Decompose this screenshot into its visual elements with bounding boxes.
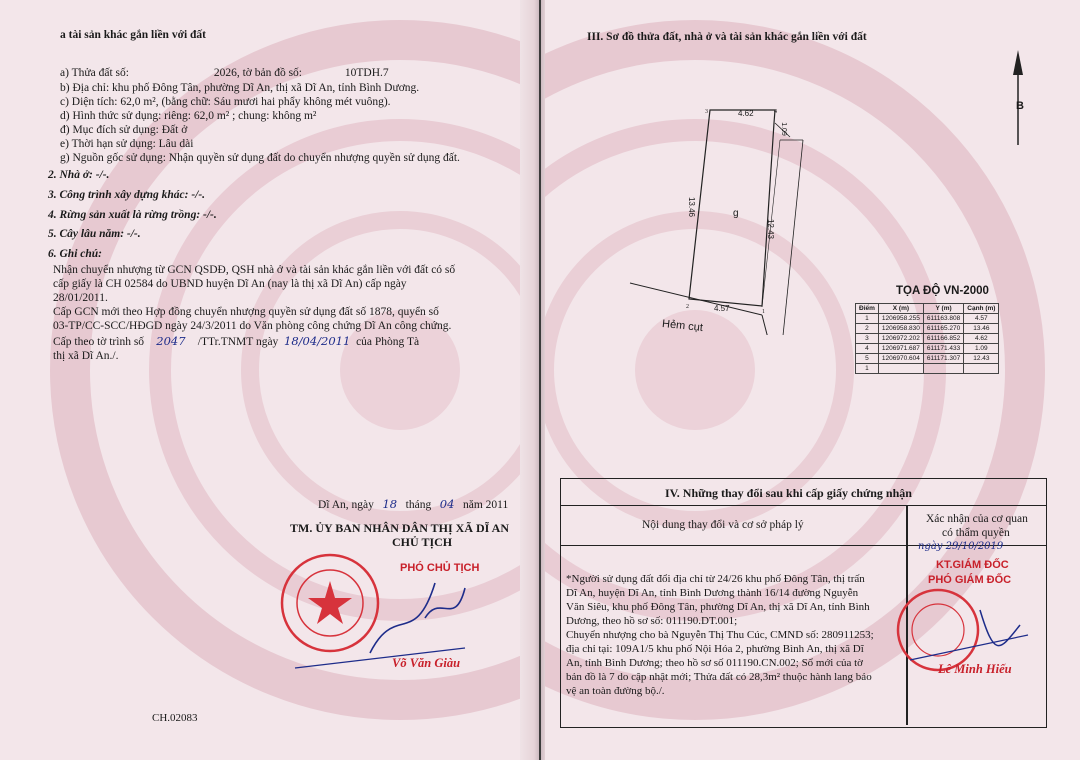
change-line-8: bản đồ là 7 do cập nhật mới; Thửa đất có 28,3m² thuộc hành lang bảo — [566, 671, 872, 683]
change-line-3: Văn Siêu, khu phố Đông Tân, phường Dĩ An, thị xã Dĩ An, tỉnh Bình — [566, 601, 870, 613]
fold-line — [539, 0, 541, 760]
change-line-4: Dương, theo hồ sơ số: 011190.DT.001; — [566, 615, 738, 627]
parcel-land-type-label: g — [733, 208, 739, 219]
origin-line: g) Nguồn gốc sử dụng: Nhận quyền sử dụng đất do chuyển nhượng quyền sử dụng đất. — [60, 152, 460, 164]
change-line-5: Chuyển nhượng cho bà Nguyễn Thị Thu Cúc, CMND số: 280911253; — [566, 629, 874, 641]
page-header: a tài sản khác gắn liền với đất — [60, 29, 206, 41]
table-row: 1 — [856, 364, 999, 374]
submission-date: 18/04/2011 — [284, 334, 351, 348]
section-forest: 4. Rừng sản xuất là rừng trồng: -/-. — [48, 209, 217, 221]
parcel-line: a) Thửa đất số: 2026, tờ bản đồ số: 10TDH.7 — [60, 67, 389, 79]
edge-left-label: 13.46 — [687, 196, 697, 218]
edge-bottom-label: 4.57 — [714, 304, 730, 313]
address-line: b) Địa chỉ: khu phố Đông Tân, phường Dĩ An, thị xã Dĩ An, tỉnh Bình Dương. — [60, 82, 420, 94]
changes-col-content: Nội dung thay đổi và cơ sở pháp lý — [642, 519, 804, 531]
edge-top-label: 4.62 — [738, 109, 754, 118]
confirm-date: ngày 29/10/2019 — [918, 541, 1004, 552]
changes-title: IV. Những thay đổi sau khi cấp giấy chứng nhận — [665, 486, 912, 500]
table-row: 1 1206958.255 611163.808 4.57 — [856, 314, 999, 324]
table-row: 2 1206958.830 611165.270 13.46 — [856, 324, 999, 334]
change-line-9: vệ an toàn đường bộ./. — [566, 685, 665, 697]
date-line: Dĩ An, ngày 18 tháng 04 năm 2011 — [318, 497, 509, 511]
change-line-2: Dĩ An, huyện Dĩ An, tỉnh Bình Dương thành 16/14 đường Nguyễn — [566, 587, 859, 599]
note-line-6: Cấp theo tờ trình số 2047 /TTr.TNMT ngày 18/04/2011 của Phòng Tà — [53, 334, 420, 348]
section-notes: 6. Ghi chú: — [48, 248, 102, 260]
usage-duration-line: e) Thời hạn sử dụng: Lâu dài — [60, 138, 194, 150]
vertex-1: 1 — [762, 309, 765, 315]
edge-right-top-label: 1.09 — [779, 122, 787, 136]
note-line-3: 28/01/2011. — [53, 292, 108, 304]
change-line-1: *Người sử dụng đất đổi địa chỉ từ 24/26 khu phố Đông Tân, thị trấn — [566, 573, 865, 585]
note-line-7: thị xã Dĩ An./. — [53, 350, 119, 362]
note-line-5: 03-TP/CC-SCC/HĐGD ngày 24/3/2011 do Văn phòng công chứng Dĩ An công chứng. — [53, 320, 452, 332]
note-line-4: Cấp GCN mới theo Hợp đồng chuyển nhượng quyền sử dụng đất số 1878, quyển số — [53, 306, 439, 318]
left-page — [0, 0, 530, 760]
table-row: 3 1206972.202 611166.852 4.62 — [856, 334, 999, 344]
table-row: 5 1206970.604 611171.307 12.43 — [856, 354, 999, 364]
coordinates-table — [855, 303, 999, 374]
usage-purpose-line: đ) Mục đích sử dụng: Đất ở — [60, 124, 188, 136]
signer-name: Võ Văn Giàu — [392, 656, 461, 670]
edge-right-label: 12.43 — [766, 218, 776, 240]
vertex-2: 2 — [686, 304, 689, 310]
north-arrow — [1013, 50, 1023, 145]
coordinates-title: TỌA ĐỘ VN-2000 — [896, 285, 989, 297]
north-label: B — [1016, 100, 1024, 112]
confirm-role: PHÓ GIÁM ĐỐC — [928, 574, 1012, 586]
table-header: Điểm X (m) Y (m) Cạnh (m) — [856, 304, 999, 314]
table-row: 4 1206971.687 611171.433 1.09 — [856, 344, 999, 354]
confirm-title: KT.GIÁM ĐỐC — [936, 559, 1009, 571]
alley-label: Hẻm cụt — [661, 317, 704, 335]
confirm-signer: Lê Minh Hiếu — [938, 662, 1012, 676]
vertex-3: 3 — [705, 109, 708, 115]
note-line-1: Nhận chuyển nhượng từ GCN QSDĐ, QSH nhà ở và tài sản khác gắn liền với đất có số — [53, 264, 456, 276]
section-construction: 3. Công trình xây dựng khác: -/-. — [48, 189, 206, 201]
note-line-2: cấp giấy là CH 02584 do UBND huyện Dĩ An (nay là thị xã Dĩ An) cấp ngày — [53, 278, 407, 290]
issuing-org: TM. ỦY BAN NHÂN DÂN THỊ XÃ DĨ AN — [290, 521, 510, 535]
area-line: c) Diện tích: 62,0 m², (bằng chữ: Sáu mươi hai phẩy không mét vuông). — [60, 96, 391, 108]
vice-chairman-stamp: PHÓ CHỦ TỊCH — [400, 562, 480, 574]
change-line-6: địa chỉ tại: 109A1/5 khu phố Nội Hóa 2, phường Bình An, thị xã Dĩ — [566, 643, 864, 655]
changes-col-confirm-2: có thẩm quyền — [942, 527, 1010, 539]
submission-number: 2047 — [156, 334, 186, 348]
section-house: 2. Nhà ở: -/-. — [48, 169, 110, 181]
changes-col-confirm-1: Xác nhận của cơ quan — [926, 513, 1028, 525]
usage-form-line: d) Hình thức sử dụng: riêng: 62,0 m² ; chung: không m² — [60, 110, 317, 122]
vertex-4: 4 — [774, 109, 777, 115]
chairman-title: CHỦ TỊCH — [392, 535, 453, 549]
change-line-7: An, tỉnh Bình Dương; theo hồ sơ số 011190.CN.002; Sổ mới của tờ — [566, 657, 863, 669]
certificate-number: CH.02083 — [152, 712, 198, 724]
section-3-header: III. Sơ đồ thửa đất, nhà ở và tài sản khác gắn liền với đất — [587, 31, 867, 43]
section-perennial: 5. Cây lâu năm: -/-. — [48, 228, 141, 240]
